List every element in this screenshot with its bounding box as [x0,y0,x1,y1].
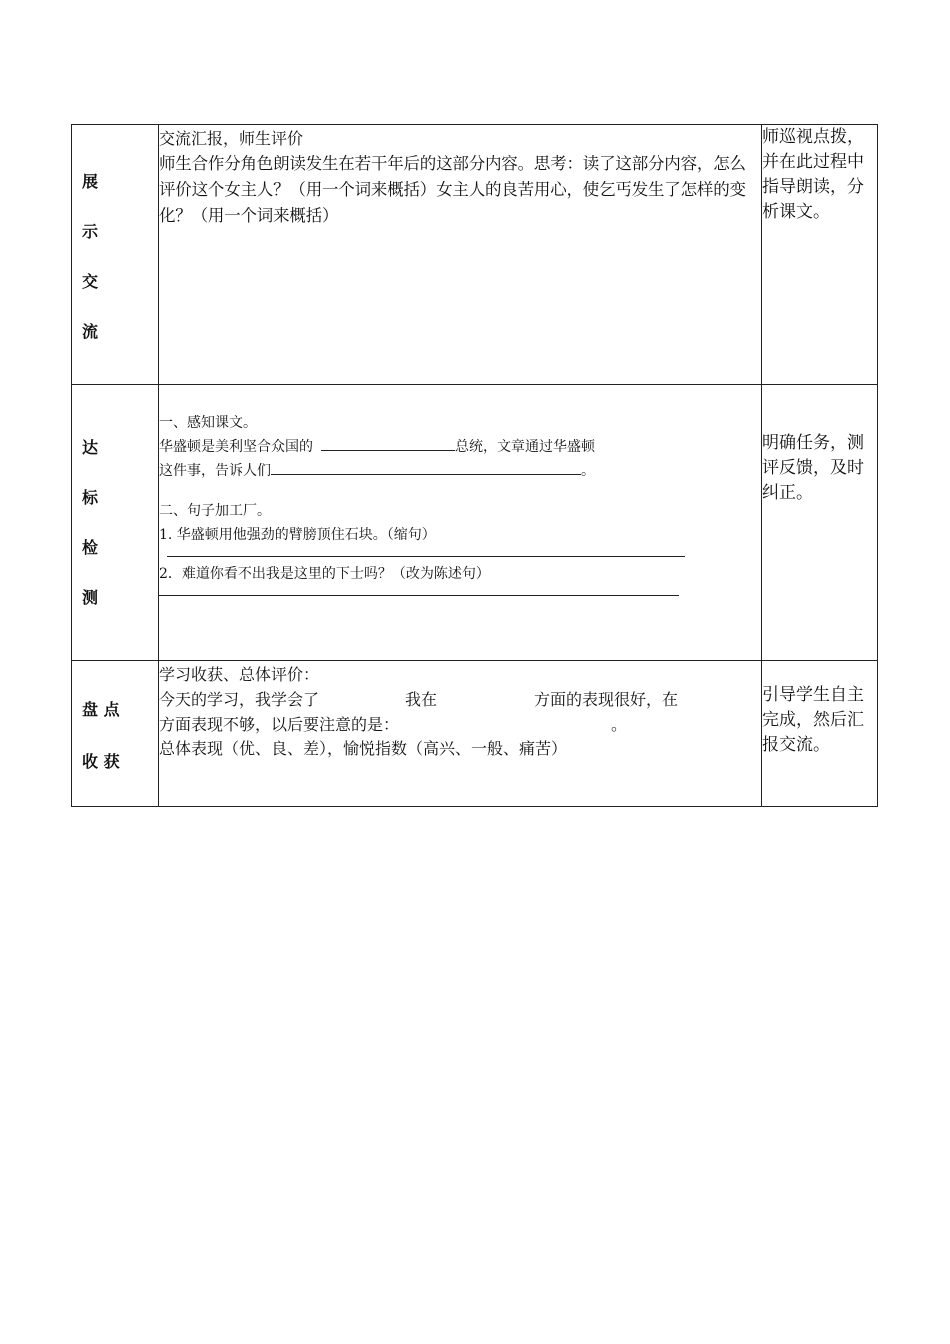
task-paragraph: 师生合作分角色朗读发生在若干年后的这部分内容。思考：读了这部分内容，怎么评价这个女主人？（用一个词来概括）女主人的良苦用心，使乞丐发生了怎样的变化？（用一个词来概括） [159,154,746,225]
section-heading: 学习收获、总体评价： [159,665,320,684]
content-cell-summary [159,661,762,807]
fill-text: 方面表现不够，以后要注意的是： [159,715,400,734]
teacher-note: 师巡视点拨，并在此过程中指导朗读，分析课文。 [762,127,864,222]
teacher-note-cell [762,661,878,807]
table-row-summary [72,661,878,807]
fill-text: 华盛顿是美利坚合众国的 [159,439,313,455]
stage-cell-display-exchange [72,125,159,385]
lesson-plan-table [71,124,878,807]
fill-line [159,713,761,737]
stage-label: 盘 点 [82,700,120,719]
teacher-note: 引导学生自主完成，然后汇报交流。 [762,685,864,755]
question: 1. 华盛顿用他强劲的臂膀顶住石块。（缩句） [159,527,436,543]
stage-char: 交 [82,272,99,291]
teacher-note-cell [762,385,878,661]
fill-text: 今天的学习，我学会了 [159,690,320,709]
stage-cell-summary [72,661,159,807]
table-row-standard-test [72,385,878,661]
question: 2．难道你看不出我是这里的下士吗？（改为陈述句） [159,566,490,582]
stage-label: 收 获 [82,752,120,771]
teacher-note: 明确任务，测评反馈，及时纠正。 [762,433,864,503]
content-cell-display-exchange [159,125,762,385]
fill-text: 。 [581,463,595,479]
stage-char: 展 [82,172,99,191]
stage-char: 示 [82,222,99,241]
section-title: 一、感知课文。 [159,415,257,431]
section-title: 二、句子加工厂。 [159,503,271,519]
answer-line[interactable] [167,555,685,557]
teacher-note-cell [762,125,878,385]
stage-char: 流 [82,322,99,341]
table-row-display-exchange [72,125,878,385]
answer-blank[interactable] [271,460,581,475]
content-cell-standard-test [159,385,762,661]
answer-blank[interactable] [321,436,455,451]
stage-char: 测 [82,588,99,607]
fill-text: 我在 [405,690,438,709]
fill-line [159,687,761,713]
fill-text: 这件事，告诉人们 [159,463,271,479]
evaluation-line: 总体表现（优、良、差），愉悦指数（高兴、一般、痛苦） [159,739,568,758]
fill-line [159,435,761,459]
stage-char: 达 [82,438,99,457]
section-heading: 交流汇报，师生评价 [159,129,304,148]
stage-char: 检 [82,538,99,557]
answer-line[interactable] [159,594,679,596]
stage-cell-standard-test [72,385,159,661]
fill-text: 总统，文章通过华盛顿 [455,439,595,455]
fill-line [159,459,761,483]
stage-char: 标 [82,488,99,507]
fill-text: 。 [611,715,628,734]
fill-text: 方面的表现很好，在 [534,690,679,709]
